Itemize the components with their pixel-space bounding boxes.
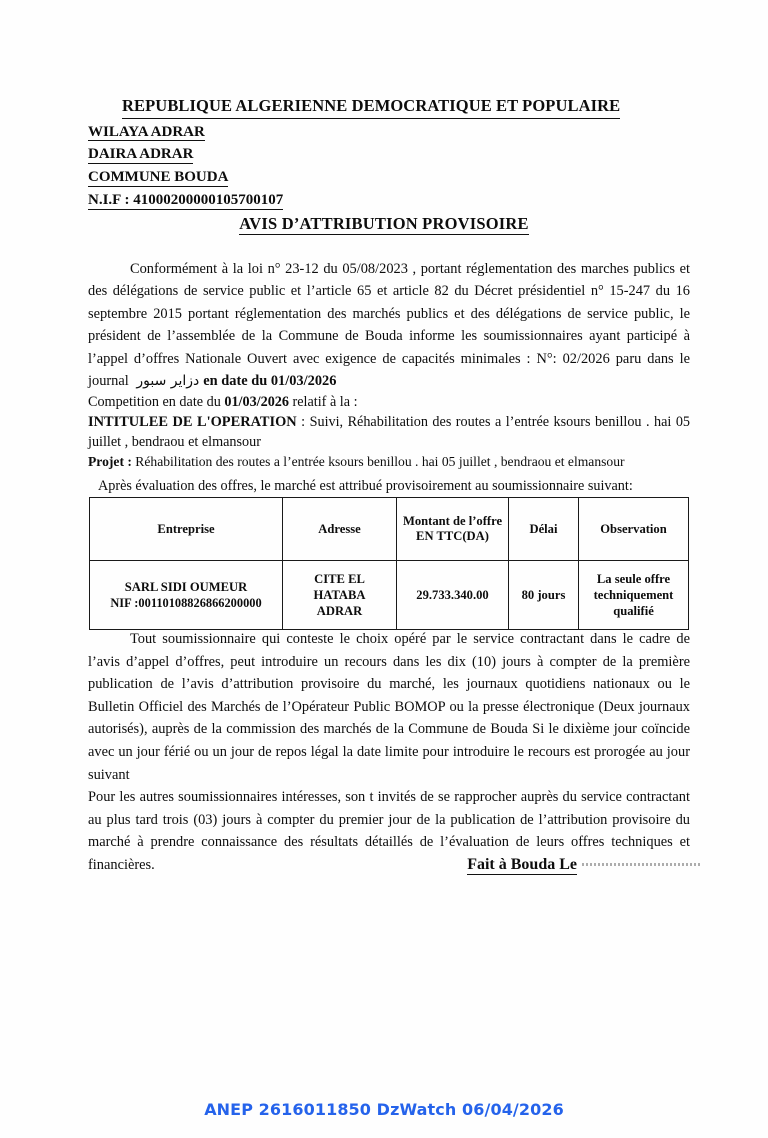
anep-reference-text: ANEP 2616011850 DzWatch 06/04/2026	[204, 1100, 564, 1119]
column-header-montant	[397, 498, 509, 561]
wilaya-line	[88, 125, 688, 142]
column-header-adresse: Adresse	[283, 498, 397, 561]
intro-text: Conformément à la loi n° 23-12 du 05/08/2023 , portant réglementation des marches publics et des délégations de service public et l’article 65 et article 82 du Décret présidentiel n° 15-247 du 16 septembre 2015 portant réglementation des marchés publics et des délégations de service public, le président de l’assemblée de la Commune de Bouda informe les soumissionnaires ayant participé à l’appel d’offres Nationale Ouvert avec exigence de capacités minimales : N°: 02/2026 paru dans le journal	[88, 261, 690, 390]
column-header-observation: Observation	[579, 498, 689, 561]
entreprise-nif: NIF :00110108826866200000	[110, 596, 262, 610]
observation-line-2: techniquement	[593, 588, 674, 602]
table-row	[90, 561, 689, 630]
competition-date: 01/03/2026	[224, 394, 289, 411]
anep-footer	[0, 1100, 768, 1119]
intro-section	[88, 258, 690, 471]
signature-rule	[582, 863, 700, 866]
intro-paragraph	[88, 258, 690, 392]
recourse-paragraph-2: Pour les autres soumissionnaires intéresses, son t invités de se rapprocher auprès du service contractant au plus tard trois (03) jours à compter du premier jour de la publication de l’attribution provisoire du marché à prendre connaissance des résultats détaillés de l’évaluation de leurs offres techniques et financières.	[88, 789, 690, 873]
signature-label: Fait à Bouda Le	[467, 856, 577, 873]
adresse-line-1: CITE EL	[314, 572, 365, 586]
cell-adresse	[283, 561, 397, 630]
operation-separator: :	[296, 414, 310, 431]
award-intro: Après évaluation des offres, le marché est attribué provisoirement au soumissionnaire suivant:	[98, 478, 633, 494]
adresse-line-3: ADRAR	[316, 604, 363, 618]
cell-entreprise	[90, 561, 283, 630]
entreprise-name: SARL SIDI OUMEUR	[124, 580, 248, 594]
cell-delai: 80 jours	[509, 561, 579, 630]
republic-heading: REPUBLIQUE ALGERIENNE DEMOCRATIQUE ET POPULAIRE	[122, 96, 620, 119]
projet-label: Projet :	[88, 454, 132, 470]
page-title-text: AVIS D’ATTRIBUTION PROVISOIRE	[239, 214, 529, 233]
signature-block	[467, 856, 700, 874]
journal-date: en date du 01/03/2026	[203, 373, 337, 390]
nif-line	[88, 193, 688, 210]
cell-observation	[579, 561, 689, 630]
cell-montant: 29.733.340.00	[397, 561, 509, 630]
adresse-line-2: HATABA	[313, 588, 366, 602]
projet-line	[88, 452, 690, 471]
daira-label: DAIRA ADRAR	[88, 146, 194, 163]
operation-line	[88, 412, 690, 452]
wilaya-label: WILAYA ADRAR	[88, 123, 205, 140]
competition-prefix: Competition en date du	[88, 394, 225, 411]
column-header-entreprise: Entreprise	[90, 498, 283, 561]
journal-name-arabic: دزاير سبور	[136, 373, 200, 390]
letterhead	[88, 96, 688, 210]
recourse-paragraph-1: Tout soumissionnaire qui conteste le choix opéré par le service contractant dans le cadre de l’avis d’appel d’offres, peut introduire un recours dans les dix (10) jours à compter de la première publication de l’avis d’attribution provisoire du marché, les journaux quotidiens nationaux ou le Bulletin Officiel des Marchés de l’Opérateur Public BOMOP ou la presse électronique (Deux journaux autorisés), auprès de la commission des marchés de la Commune de Bouda Si le dixième jour coïncide avec un jour férié ou un jour de repos légal la date limite pour introduire le recours est prorogée au jour suivant	[88, 631, 690, 783]
page-title	[0, 214, 768, 234]
column-header-delai: Délai	[509, 498, 579, 561]
competition-suffix: relatif à la :	[288, 394, 358, 411]
observation-line-3: qualifié	[613, 604, 654, 618]
commune-line	[88, 170, 688, 187]
award-table	[89, 497, 689, 630]
montant-header-line1: Montant de l’offre	[402, 514, 503, 528]
organization-nif: N.I.F : 41000200000105700107	[88, 191, 284, 208]
competition-line	[88, 392, 690, 412]
montant-header-line2: EN TTC(DA)	[416, 529, 489, 543]
observation-line-1: La seule offre	[596, 572, 671, 586]
operation-value: Suivi, Réhabilitation des routes a l’entrée ksours benillou . hai 05 juillet , bendraou et elmansour	[88, 414, 691, 451]
table-header-row	[90, 498, 689, 561]
recourse-section	[88, 628, 690, 877]
daira-line	[88, 147, 688, 164]
operation-label: INTITULEE DE L'OPERATION	[88, 414, 297, 431]
projet-value: Réhabilitation des routes a l’entrée ksours benillou . hai 05 juillet , bendraou et elmansour	[131, 454, 625, 470]
commune-label: COMMUNE BOUDA	[88, 169, 229, 186]
